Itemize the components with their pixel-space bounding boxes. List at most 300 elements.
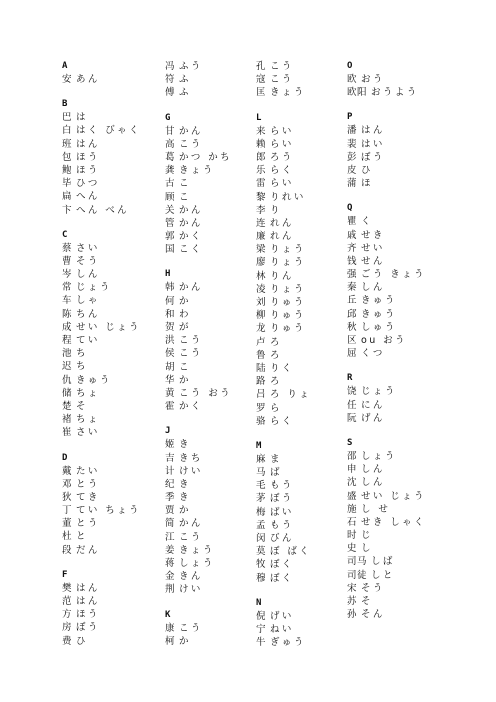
- surname-text: 蒋: [165, 558, 176, 569]
- reading-text: あん: [76, 74, 100, 85]
- surname-entry: [165, 531, 265, 544]
- surname-entry: [256, 230, 356, 243]
- surname-text: 潘: [347, 125, 358, 137]
- surname-entry: [347, 73, 447, 86]
- reading-text: きゅう: [361, 308, 397, 320]
- reading-text: きょう: [179, 165, 215, 177]
- surname-text: 强: [347, 269, 358, 281]
- surname-text: 迟: [62, 361, 73, 373]
- reading-text: ろ りょ: [270, 389, 312, 401]
- letter-section: [62, 60, 162, 86]
- surname-text: 戚: [347, 229, 358, 241]
- section-letter: R: [347, 373, 353, 384]
- reading-text: はん: [76, 582, 100, 594]
- surname-entry: [347, 608, 447, 621]
- surname-text: 姬: [165, 439, 176, 451]
- reading-text: とう: [76, 478, 100, 490]
- surname-entry: [62, 321, 162, 334]
- reading-text: けい: [179, 584, 203, 596]
- surname-entry: [165, 308, 265, 321]
- surname-entry: [256, 558, 356, 571]
- surname-entry: [256, 177, 356, 190]
- surname-entry: [347, 215, 447, 228]
- section-gap: [62, 440, 162, 452]
- section-letter: F: [62, 569, 68, 580]
- letter-section: [256, 60, 356, 100]
- surname-entry: [347, 476, 447, 489]
- surname-text: 常: [62, 282, 73, 294]
- surname-text: 孔: [256, 61, 267, 72]
- surname-text: 陆: [256, 362, 267, 374]
- surname-entry: [62, 635, 162, 648]
- surname-entry: [165, 230, 265, 243]
- reading-text: き: [179, 439, 191, 451]
- surname-text: 曹: [62, 255, 73, 267]
- reading-text: にん: [361, 399, 385, 411]
- section-letter: J: [165, 426, 171, 437]
- surname-text: 刘: [256, 297, 267, 308]
- surname-text: 贾: [165, 505, 176, 517]
- surname-text: 程: [62, 335, 73, 346]
- surname-text: 孟: [256, 519, 267, 531]
- reading-text: ほう: [76, 164, 100, 176]
- surname-text: 鲍: [62, 164, 73, 176]
- surname-text: 骆: [256, 415, 267, 427]
- section-gap: [347, 99, 447, 111]
- reading-text: ほう: [76, 151, 100, 163]
- surname-entry: [62, 608, 162, 621]
- surname-entry: [347, 177, 447, 190]
- reading-text: は: [76, 112, 88, 124]
- surname-entry: [62, 164, 162, 177]
- surname-text: 石: [347, 516, 358, 528]
- reading-text: しば: [371, 556, 395, 568]
- surname-entry: [62, 255, 162, 268]
- surname-text: 何: [165, 295, 176, 307]
- surname-text: 邓: [62, 478, 73, 490]
- section-letter: N: [256, 597, 262, 608]
- surname-text: 饶: [347, 386, 358, 398]
- section-gap: [256, 585, 356, 597]
- reading-text: こ: [179, 178, 191, 190]
- surname-text: 蔡: [62, 242, 73, 254]
- surname-entry: [165, 361, 265, 374]
- section-letter: M: [256, 440, 262, 451]
- surname-text: 彭: [347, 151, 358, 163]
- surname-entry: [62, 504, 162, 517]
- surname-text: 毕: [62, 178, 73, 190]
- reading-text: しょう: [361, 450, 397, 462]
- surname-text: 顾: [165, 191, 176, 203]
- surname-text: 符: [165, 74, 176, 86]
- surname-entry: [165, 86, 265, 99]
- surname-text: 关: [165, 204, 176, 216]
- surname-entry: [165, 504, 265, 517]
- reading-text: せい じょう: [361, 490, 426, 502]
- reading-text: へん べん: [76, 204, 130, 216]
- reading-text: ひ: [361, 164, 373, 176]
- letter-section: [347, 202, 447, 360]
- surname-text: 狄: [62, 491, 73, 503]
- column-1: [62, 60, 162, 648]
- surname-text: 卢: [256, 336, 267, 348]
- reading-text: ちょ: [76, 387, 100, 399]
- surname-entry: [165, 491, 265, 504]
- reading-text: しと: [371, 569, 395, 581]
- surname-entry: [256, 73, 356, 86]
- surname-text: 秋: [347, 321, 358, 333]
- reading-text: りん: [270, 270, 294, 282]
- reading-text: こう: [179, 348, 203, 360]
- surname-entry: [256, 296, 356, 309]
- surname-entry: [165, 452, 265, 465]
- surname-entry: [256, 164, 356, 177]
- surname-entry: [165, 387, 265, 400]
- surname-entry: [256, 519, 356, 532]
- surname-text: 储: [62, 387, 73, 399]
- reading-text: こ: [179, 191, 191, 203]
- surname-text: 路: [256, 376, 267, 388]
- reading-text: せい じょう: [76, 321, 141, 333]
- surname-entry: [256, 492, 356, 505]
- surname-entry: [62, 334, 162, 347]
- surname-entry: [347, 229, 447, 242]
- section-gap: [62, 217, 162, 229]
- surname-text: 杜: [62, 531, 73, 543]
- surname-entry: [165, 347, 265, 360]
- surname-entry: [165, 465, 265, 478]
- surname-entry: [165, 374, 265, 387]
- surname-entry: [165, 622, 265, 635]
- surname-text: 沈: [347, 477, 358, 489]
- surname-text: 巴: [62, 112, 73, 124]
- reading-text: せん: [361, 255, 385, 267]
- reading-text: が: [179, 322, 191, 333]
- surname-text: 傅: [165, 87, 176, 99]
- reading-text: れん: [270, 217, 294, 229]
- surname-text: 林: [256, 270, 267, 282]
- section-gap: [347, 425, 447, 437]
- surname-text: 区: [347, 335, 358, 346]
- surname-text: 康: [165, 622, 176, 634]
- reading-text: しん: [76, 269, 100, 281]
- surname-entry: [165, 544, 265, 557]
- letter-section: [347, 60, 447, 99]
- surname-entry: [347, 463, 447, 476]
- section-letter: O: [347, 61, 353, 71]
- reading-text: さい: [76, 242, 100, 254]
- surname-text: 廉: [256, 231, 267, 243]
- surname-entry: [347, 503, 447, 516]
- reading-text: かん: [179, 282, 203, 294]
- reading-text: せき: [361, 229, 385, 241]
- surname-entry: [62, 582, 162, 595]
- reading-text: りょう: [270, 244, 306, 256]
- reading-text: そ: [76, 400, 88, 412]
- reading-text: しん: [361, 282, 385, 294]
- surname-entry: [62, 478, 162, 491]
- letter-section: [165, 425, 265, 596]
- reading-text: ぼう: [76, 622, 100, 634]
- reading-text: とう: [76, 518, 100, 530]
- reading-text: じょう: [76, 282, 112, 294]
- section-gap: [347, 190, 447, 202]
- surname-text: 成: [62, 321, 73, 333]
- reading-text: ま: [270, 453, 282, 465]
- surname-entry: [62, 294, 162, 307]
- reading-text: かつ かち: [179, 151, 233, 163]
- surname-entry: [165, 517, 265, 530]
- reading-text: と: [76, 531, 88, 543]
- reading-text: はん: [76, 138, 100, 150]
- reading-text: こう おう: [179, 387, 233, 399]
- surname-text: 瞿: [347, 216, 358, 228]
- reading-text: げい: [270, 610, 294, 622]
- surname-text: 阮: [347, 412, 358, 424]
- surname-entry: [165, 400, 265, 413]
- surname-text: 宋: [347, 582, 358, 594]
- surname-entry: [347, 86, 447, 99]
- surname-text: 匡: [256, 87, 267, 99]
- surname-entry: [256, 283, 356, 296]
- reading-text: ぼう: [270, 493, 294, 505]
- surname-text: 班: [62, 138, 73, 150]
- reading-text: しゅう: [361, 321, 397, 333]
- surname-entry: [256, 322, 356, 335]
- surname-text: 侯: [165, 348, 176, 360]
- surname-entry: [256, 125, 356, 138]
- surname-text: 盛: [347, 490, 358, 502]
- reading-text: ふう: [179, 61, 203, 72]
- surname-text: 苏: [347, 596, 358, 607]
- surname-text: 柳: [256, 310, 267, 322]
- surname-entry: [165, 321, 265, 334]
- surname-text: 牛: [256, 637, 267, 649]
- surname-text: 岑: [62, 269, 73, 281]
- reading-text: りゅう: [270, 297, 306, 308]
- surname-entry: [256, 256, 356, 269]
- surname-entry: [256, 243, 356, 256]
- surname-entry: [62, 124, 162, 137]
- surname-entry: [256, 388, 356, 401]
- surname-text: 罗: [256, 402, 267, 414]
- surname-text: 计: [165, 465, 176, 477]
- reading-text: ふ: [179, 87, 191, 99]
- section-letter: Q: [347, 203, 353, 214]
- reading-text: ろ: [270, 336, 282, 348]
- surname-text: 麻: [256, 453, 267, 465]
- reading-text: せい: [361, 242, 385, 254]
- surname-text: 白: [62, 125, 73, 137]
- surname-text: 费: [62, 635, 73, 647]
- reading-text: ばい: [270, 506, 294, 518]
- surname-text: 池: [62, 348, 73, 360]
- surname-text: 段: [62, 544, 73, 556]
- surname-text: 葛: [165, 151, 176, 163]
- surname-text: 李: [256, 204, 267, 216]
- surname-text: 和: [165, 308, 176, 320]
- reading-text: きょう: [270, 87, 306, 99]
- reading-text: きょう: [179, 544, 215, 556]
- surname-text: 高: [165, 138, 176, 150]
- reading-text: おうよう: [371, 87, 419, 99]
- letter-section: [347, 437, 447, 621]
- reading-text: き: [179, 492, 191, 504]
- surname-text: 莫: [256, 546, 267, 558]
- reading-text: ひつ: [76, 178, 100, 190]
- reading-text: らい: [270, 138, 294, 150]
- letter-section: [347, 372, 447, 425]
- reading-text: ねい: [270, 623, 294, 635]
- surname-entry: [62, 544, 162, 557]
- section-gap: [165, 597, 265, 609]
- reading-text: くつ: [361, 348, 385, 360]
- reading-text: ほ: [361, 178, 373, 190]
- surname-text: 楚: [62, 400, 73, 412]
- surname-text: 国: [165, 244, 176, 256]
- column-4: [347, 60, 447, 621]
- surname-entry: [347, 347, 447, 360]
- section-gap: [256, 428, 356, 440]
- reading-text: かく: [179, 231, 203, 243]
- reading-text: しん: [361, 464, 385, 476]
- surname-entry: [62, 595, 162, 608]
- surname-entry: [62, 151, 162, 164]
- surname-text: 司徒: [347, 569, 368, 581]
- surname-text: 龚: [165, 165, 176, 177]
- surname-entry: [256, 375, 356, 388]
- reading-text: く: [361, 216, 373, 228]
- surname-text: 黎: [256, 191, 267, 203]
- surname-entry: [165, 177, 265, 190]
- surname-entry: [347, 399, 447, 412]
- reading-text: りょう: [270, 257, 306, 269]
- reading-text: りゅう: [270, 323, 306, 335]
- reading-text: きゅう: [361, 295, 397, 307]
- surname-text: 褚: [62, 414, 73, 426]
- surname-entry: [347, 294, 447, 307]
- surname-entry: [62, 281, 162, 294]
- surname-text: 史: [347, 543, 358, 555]
- surname-entry: [347, 529, 447, 542]
- reading-text: じょう: [361, 386, 397, 398]
- surname-text: 樊: [62, 582, 73, 594]
- surname-entry: [256, 623, 356, 636]
- surname-entry: [62, 190, 162, 203]
- reading-text: びん: [270, 533, 294, 544]
- reading-text: り: [270, 204, 282, 216]
- surname-text: 裴: [347, 138, 358, 150]
- reading-text: そう: [361, 582, 385, 594]
- reading-text: ぎゅう: [270, 637, 306, 649]
- surname-entry: [256, 138, 356, 151]
- section-gap: [62, 86, 162, 98]
- surname-text: 邵: [347, 450, 358, 462]
- letter-section: [62, 452, 162, 557]
- surname-entry: [347, 582, 447, 595]
- surname-entry: [165, 73, 265, 86]
- surname-entry: [62, 413, 162, 426]
- reading-text: げん: [361, 412, 385, 424]
- reading-text: はく びゃく: [76, 125, 141, 137]
- surname-text: 扁: [62, 191, 73, 203]
- surname-entry: [62, 204, 162, 217]
- surname-entry: [165, 125, 265, 138]
- surname-text: 来: [256, 125, 267, 137]
- reading-text: てい ちょう: [76, 505, 141, 517]
- reading-text: きち: [179, 452, 203, 464]
- surname-text: 马: [256, 467, 267, 479]
- surname-text: 屈: [347, 348, 358, 360]
- reading-text: そう: [76, 255, 100, 267]
- reading-text: かん: [179, 217, 203, 229]
- surname-text: 鲁: [256, 349, 267, 361]
- surname-entry: [62, 360, 162, 373]
- surname-entry: [347, 308, 447, 321]
- reading-text: ぼく: [270, 572, 294, 584]
- surname-entry: [347, 490, 447, 503]
- surname-entry: [62, 465, 162, 478]
- reading-text: さい: [76, 427, 100, 439]
- surname-text: 房: [62, 622, 73, 634]
- reading-text: きゅう: [76, 374, 112, 386]
- reading-text: きん: [179, 571, 203, 583]
- surname-entry: [256, 349, 356, 362]
- surname-entry: [256, 270, 356, 283]
- section-gap: [256, 100, 356, 112]
- surname-text: 施: [347, 503, 358, 515]
- reading-text: こう: [270, 61, 294, 72]
- surname-text: 贺: [165, 322, 176, 333]
- reading-text: ば: [270, 467, 282, 479]
- surname-text: 梅: [256, 506, 267, 518]
- surname-entry: [62, 491, 162, 504]
- letter-section: [165, 112, 265, 257]
- surname-text: 华: [165, 374, 176, 386]
- reading-text: はい: [361, 138, 385, 150]
- reading-text: こう: [179, 531, 203, 543]
- surname-text: 丁: [62, 505, 73, 517]
- section-gap: [62, 557, 162, 569]
- surname-entry: [62, 621, 162, 634]
- section-letter: D: [62, 452, 68, 463]
- surname-entry: [165, 191, 265, 204]
- reading-text: こう: [179, 138, 203, 150]
- reading-text: だん: [76, 544, 100, 556]
- surname-entry: [62, 387, 162, 400]
- surname-text: 江: [165, 531, 176, 543]
- surname-entry: [165, 138, 265, 151]
- surname-text: 穆: [256, 572, 267, 584]
- surname-entry: [256, 362, 356, 375]
- surname-entry: [347, 268, 447, 281]
- reading-text: ou おう: [361, 335, 407, 346]
- surname-text: 洪: [165, 335, 176, 347]
- surname-entry: [256, 309, 356, 322]
- surname-text: 郭: [165, 231, 176, 243]
- surname-text: 安: [62, 74, 73, 85]
- letter-section: [165, 609, 265, 648]
- surname-text: 乐: [256, 165, 267, 177]
- surname-text: 梁: [256, 244, 267, 256]
- reading-text: しょう: [179, 558, 215, 569]
- section-letter: L: [256, 112, 262, 123]
- letter-section: [62, 229, 162, 440]
- surname-entry: [165, 635, 265, 648]
- surname-entry: [62, 374, 162, 387]
- surname-text: 倪: [256, 610, 267, 622]
- surname-entry: [347, 124, 447, 137]
